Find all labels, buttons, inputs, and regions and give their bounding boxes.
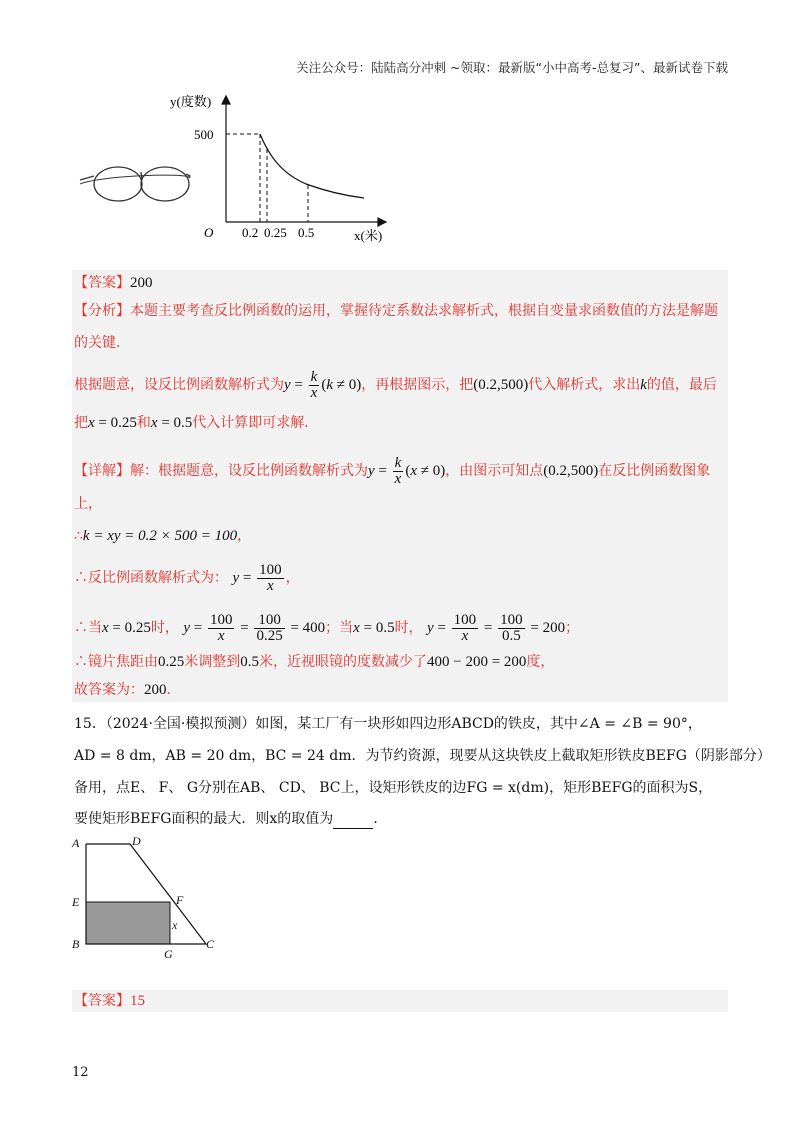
label-f: F	[176, 893, 184, 907]
x-tick-05: 0.5	[298, 225, 315, 240]
quadrilateral-figure	[66, 830, 236, 965]
q14-analysis-line3: 根据题意，设反比例函数解析式为y = $\frac{k}{x}$ (k ≠ 0)，再根据图示，把(0.2,500)代入解析式，求出k的值，最后	[74, 369, 717, 401]
dashed-guides	[226, 134, 308, 222]
label-c: C	[206, 937, 215, 951]
q14-analysis-line1: 【分析】本题主要考查反比例函数的运用，掌握待定系数法求解析式，根据自变量求函数值的方法是解题	[74, 303, 718, 319]
label-b: B	[72, 937, 80, 951]
origin-label: O	[204, 225, 214, 240]
page-number: 12	[72, 1065, 89, 1080]
q14-analysis-line2: 的关键．	[74, 335, 130, 351]
x-axis-label: x(米)	[354, 228, 383, 243]
glasses-illustration	[80, 167, 190, 201]
header-note: 关注公众号：陆陆高分冲刺 ~领取：最新版“小中高考-总复习”、最新试卷下载	[296, 60, 728, 75]
q14-answer-line: 【答案】200	[74, 275, 153, 291]
shaded-rectangle-befg	[86, 902, 170, 944]
inverse-function-figure	[78, 92, 398, 252]
y-axis-label: y(度数)	[170, 94, 212, 109]
q14-analysis-line4: 把x = 0.25和x = 0.5代入计算即可求解．	[74, 415, 319, 431]
q15-answer-block	[72, 990, 728, 1012]
q15-line4: 要使矩形BEFG面积的最大．则x的取值为 ．	[74, 811, 388, 827]
graph-axes	[222, 96, 386, 226]
label-x: x	[172, 918, 178, 932]
label-d: D	[132, 834, 141, 848]
q14-detail-line4: ∴反比例函数解析式为： y = $\frac{100}{x}$ ，	[74, 562, 300, 594]
label-a: A	[72, 836, 80, 850]
q14-detail-line3: ∴k = xy = 0.2 × 500 = 100，	[74, 528, 252, 544]
q14-detail-line5: ∴当x = 0.25时， y = $\frac{100}{x}$ = $\frac{100}{0.25}$ = 400；当x = 0.5时， y = $\frac{100}{x}$ = $\frac{100}{0.5}$ = 200；	[74, 612, 580, 644]
q14-detail-line6: ∴镜片焦距由0.25米调整到0.5米，近视眼镜的度数减少了400 − 200 = 200度，	[74, 654, 555, 670]
q15-line1: 15．（2024·全国·模拟预测）如图，某工厂有一块形如四边形ABCD的铁皮，其中∠A = ∠B = 90°，	[74, 716, 702, 732]
q15-line3: 备用，点E、 F、 G分别在AB、 CD、 BC上，设矩形铁皮的边FG = x(dm)，矩形BEFG的面积为S，	[74, 780, 713, 796]
answer-blank	[333, 814, 373, 829]
y-tick-500: 500	[194, 127, 214, 142]
q14-final-answer: 故答案为：200．	[74, 682, 181, 698]
q14-detail-line2: 上，	[74, 496, 102, 512]
q15-line2: AD = 8 dm，AB = 20 dm，BC = 24 dm．为节约资源，现要从这块铁皮上截取矩形铁皮BEFG（阴影部分）	[74, 748, 771, 764]
label-g: G	[164, 947, 173, 961]
x-tick-02: 0.2	[242, 225, 259, 240]
x-tick-025: 0.25	[264, 225, 287, 240]
label-e: E	[72, 895, 80, 909]
q15-answer-line: 【答案】15	[74, 993, 145, 1009]
inverse-curve	[260, 134, 364, 198]
q14-detail-line1: 【详解】解：根据题意，设反比例函数解析式为y = $\frac{k}{x}$ (x ≠ 0)，由图示可知点(0.2,500)在反比例函数图象	[74, 455, 711, 487]
